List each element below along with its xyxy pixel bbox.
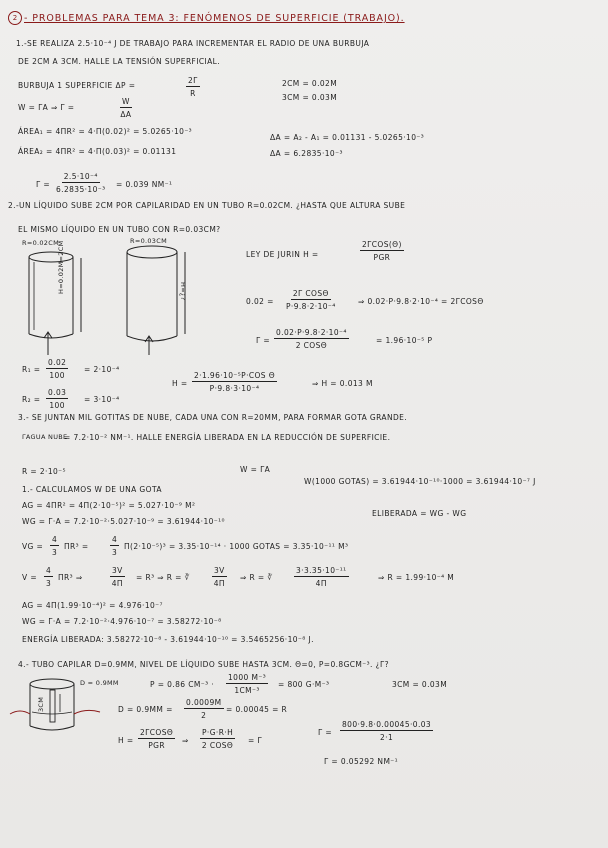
- p2-height-fraction: 2·1.96·10⁻⁵Ρ·COS Θ Ρ·9.8·3·10⁻⁴: [194, 371, 276, 393]
- p4-diameter-conversion: D = 0.9MM =: [118, 705, 173, 714]
- p3-radius-result: ⇒ R = 1.99·10⁻⁴ M: [378, 573, 455, 582]
- p2-statement-line1: 2.-UN LÍQUIDO SUBE 2CM POR CAPILARIDAD EN UN TUBO R=0.02CM. ¿HASTA QUE ALTURA SUBE: [8, 201, 406, 210]
- p2-r2-lhs: R₂ =: [22, 395, 41, 404]
- p4-gamma-fraction: Ρ·G·R·H 2 COSΘ: [201, 728, 234, 750]
- p3-volume-fraction-2: $\frac{4}{3}$: [112, 535, 118, 557]
- p2-tube2-height: H=¿?: [179, 282, 187, 301]
- p3-radius-lhs: V =: [22, 573, 37, 582]
- p4-tube-height: 3CM: [37, 696, 45, 712]
- p3-statement-line2: = 7.2·10⁻² NM⁻¹. HALLE ENERGÍA LIBERADA EN LA REDUCCIÓN DE SUPERFICIE.: [64, 433, 391, 442]
- p3-radius-mid2: = R³ ⇒ R = ∛: [136, 573, 190, 582]
- problem-set-number: 2: [8, 11, 22, 25]
- p3-radius-frac-3v-2: $\frac{3V}{4\Pi}$: [213, 566, 225, 588]
- p1-area1: ÁREA₁ = 4ΠR² = 4·Π(0.02)² = 5.0265·10⁻³: [18, 127, 193, 136]
- p1-gamma-result: = 0.039 NM⁻¹: [116, 180, 173, 189]
- p3-radius-mid3: ⇒ R = ∛: [240, 573, 273, 582]
- p3-radius-frac-num: $\frac{\text{3·3.35·10⁻¹¹}}{4\Pi}$: [296, 566, 347, 588]
- p1-statement-line1: 1.-SE REALIZA 2.5·10⁻⁴ J DE TRABAJO PARA INCREMENTAR EL RADIO DE UNA BURBUJA: [16, 39, 370, 48]
- p1-statement-line2: DE 2CM A 3CM. HALLE LA TENSIÓN SUPERFICIAL.: [18, 57, 221, 66]
- p2-r1-fraction: $\frac{0.02}{100}$: [48, 358, 67, 380]
- p1-conversion-3cm: 3CM = 0.03M: [282, 93, 338, 102]
- p4-jurin-lhs: H =: [118, 736, 134, 745]
- p3-step1: 1.- CALCULAMOS W DE UNA GOTA: [22, 485, 162, 494]
- page-title: - PROBLEMAS PARA TEMA 3: FENÓMENOS DE SUPERFICIE (TRABAJO).: [24, 13, 405, 24]
- p3-statement-line1: 3.- SE JUNTAN MIL GOTITAS DE NUBE, CADA UNA CON R=20ΜM, PARA FORMAR GOTA GRANDE.: [18, 413, 408, 422]
- p4-gamma-result: Γ = 0.05292 NM⁻¹: [324, 757, 399, 766]
- p1-dp-fraction: $\frac{2\Gamma}{R}$: [188, 76, 198, 98]
- p4-gamma-lhs: Γ =: [318, 728, 333, 737]
- p2-statement-line2: EL MISMO LÍQUIDO EN UN TUBO CON R=0.03CM?: [18, 225, 221, 234]
- p3-area-big-drop: AG = 4Π(1.99·10⁻⁴)² = 4.976·10⁻⁷: [22, 601, 163, 610]
- p2-tube2-radius: R=0.03CM: [130, 237, 167, 245]
- p1-work-relation: W = ΓA ⇒ Γ =: [18, 103, 75, 112]
- p2-tube1-height: H=0.02M=2CM: [57, 240, 65, 294]
- p2-jurin-fraction: 2ΓCOS(Θ) ΡGR: [362, 240, 402, 262]
- p2-eq2-fraction: 0.02·Ρ·9.8·2·10⁻⁴ 2 COSΘ: [276, 328, 347, 350]
- p2-r1-lhs: R₁ =: [22, 365, 41, 374]
- p2-eq2-result: = 1.96·10⁻⁵ Ρ: [376, 336, 433, 345]
- p3-area-small-drop: AG = 4ΠR² = 4Π(2·10⁻⁵)² = 5.027·10⁻⁹ M²: [22, 501, 196, 510]
- p3-volume-fraction: $\frac{4}{3}$: [52, 535, 58, 557]
- p4-gamma-equals: = Γ: [248, 736, 263, 745]
- p3-volume-lhs: VG =: [22, 542, 44, 551]
- p1-area2: ÁREA₂ = 4ΠR² = 4·Π(0.03)² = 0.01131: [18, 147, 177, 156]
- p3-radius: R = 2·10⁻⁵: [22, 467, 66, 476]
- p2-height-lhs: H =: [172, 379, 188, 388]
- p4-diameter-label: D = 0.9MM: [80, 679, 119, 687]
- p2-tube1-radius: R=0.02CM: [22, 239, 59, 247]
- p4-density-result: = 800 G·M⁻³: [278, 680, 330, 689]
- p2-r2-fraction: $\frac{0.03}{100}$: [48, 388, 67, 410]
- p2-eq1-fraction: 2Γ COSΘ Ρ·9.8·2·10⁻⁴: [286, 289, 336, 311]
- p1-delta-area-1: ΔA = A₂ - A₁ = 0.01131 - 5.0265·10⁻³: [270, 133, 425, 142]
- p2-eq1-lhs: 0.02 =: [246, 297, 274, 306]
- p2-r2-result: = 3·10⁻⁴: [84, 395, 120, 404]
- p3-gamma-symbol: ΓAGUA NUBE: [22, 433, 68, 441]
- p1-delta-area-2: ΔA = 6.2835·10⁻³: [270, 149, 343, 158]
- p4-jurin-fraction: 2ΓCOSΘ ΡGR: [140, 728, 174, 750]
- p3-work-1000-drops: W(1000 GOTAS) = 3.61944·10⁻¹⁰·1000 = 3.61944·10⁻⁷ J: [304, 477, 536, 486]
- p1-work-fraction: $\frac{W}{\Delta A}$: [120, 97, 132, 119]
- p2-height-result: ⇒ H = 0.013 M: [312, 379, 373, 388]
- p4-density-fraction: $\frac{\text{1000 M⁻³}}{\text{1CM⁻³}}$: [228, 673, 267, 695]
- p3-work-formula: W = ΓA: [240, 465, 271, 474]
- p1-conversion-2cm: 2CM = 0.02M: [282, 79, 338, 88]
- p4-jurin-arrow: ⇒: [182, 736, 189, 745]
- p1-gamma-lhs: Γ =: [36, 180, 51, 189]
- p3-radius-mid: ΠR³ ⇒: [58, 573, 83, 582]
- p4-radius-result: = 0.00045 = R: [226, 705, 288, 714]
- p3-volume-result: Π(2·10⁻⁵)³ = 3.35·10⁻¹⁴ · 1000 GOTAS = 3.35·10⁻¹¹ M³: [124, 542, 349, 551]
- p2-r1-result: = 2·10⁻⁴: [84, 365, 120, 374]
- p3-volume-mid: ΠR³ =: [64, 542, 89, 551]
- p4-density: Ρ = 0.86 CM⁻³ ·: [150, 680, 215, 689]
- p3-work-small-drop: WG = Γ·A = 7.2·10⁻²·5.027·10⁻⁹ = 3.61944·10⁻¹⁰: [22, 517, 225, 526]
- p3-work-big-drop: WG = Γ·A = 7.2·10⁻²·4.976·10⁻⁷ = 3.58272·10⁻⁸: [22, 617, 222, 626]
- p3-energy-released: ENERGÍA LIBERADA: 3.58272·10⁻⁸ - 3.61944·10⁻¹⁰ = 3.5465256·10⁻⁸ J.: [22, 635, 314, 644]
- p1-bubble-label: BURBUJA 1 SUPERFICIE ΔP =: [18, 81, 136, 90]
- p3-radius-frac-43: $\frac{4}{3}$: [46, 566, 52, 588]
- p3-released-energy-formula: ELIBERADA = WG - WG: [372, 509, 467, 518]
- p2-eq1-result: ⇒ 0.02·Ρ·9.8·2·10⁻⁴ = 2ΓCOSΘ: [358, 297, 484, 306]
- p4-statement: 4.- TUBO CAPILAR D=0.9MM, NIVEL DE LÍQUIDO SUBE HASTA 3CM. Θ=0, Ρ=0.8GCM⁻³. ¿Γ?: [18, 660, 389, 669]
- p2-jurin-law: LEY DE JURIN H =: [246, 250, 319, 259]
- p4-diameter-fraction: $\frac{0.0009M}{2}$: [186, 698, 222, 720]
- p4-height-conversion: 3CM = 0.03M: [392, 680, 448, 689]
- p1-gamma-fraction: $\frac{\text{2.5·10⁻⁴}}{\text{6.2835·10⁻³}}$: [56, 172, 106, 194]
- p2-eq2-lhs: Γ =: [256, 336, 271, 345]
- p3-radius-frac-3v: $\frac{3V}{4\Pi}$: [111, 566, 123, 588]
- p4-gamma-calc-fraction: $\frac{800\cdot 9.8\cdot 0.00045\cdot 0.03}{2\cdot 1}$: [342, 720, 432, 742]
